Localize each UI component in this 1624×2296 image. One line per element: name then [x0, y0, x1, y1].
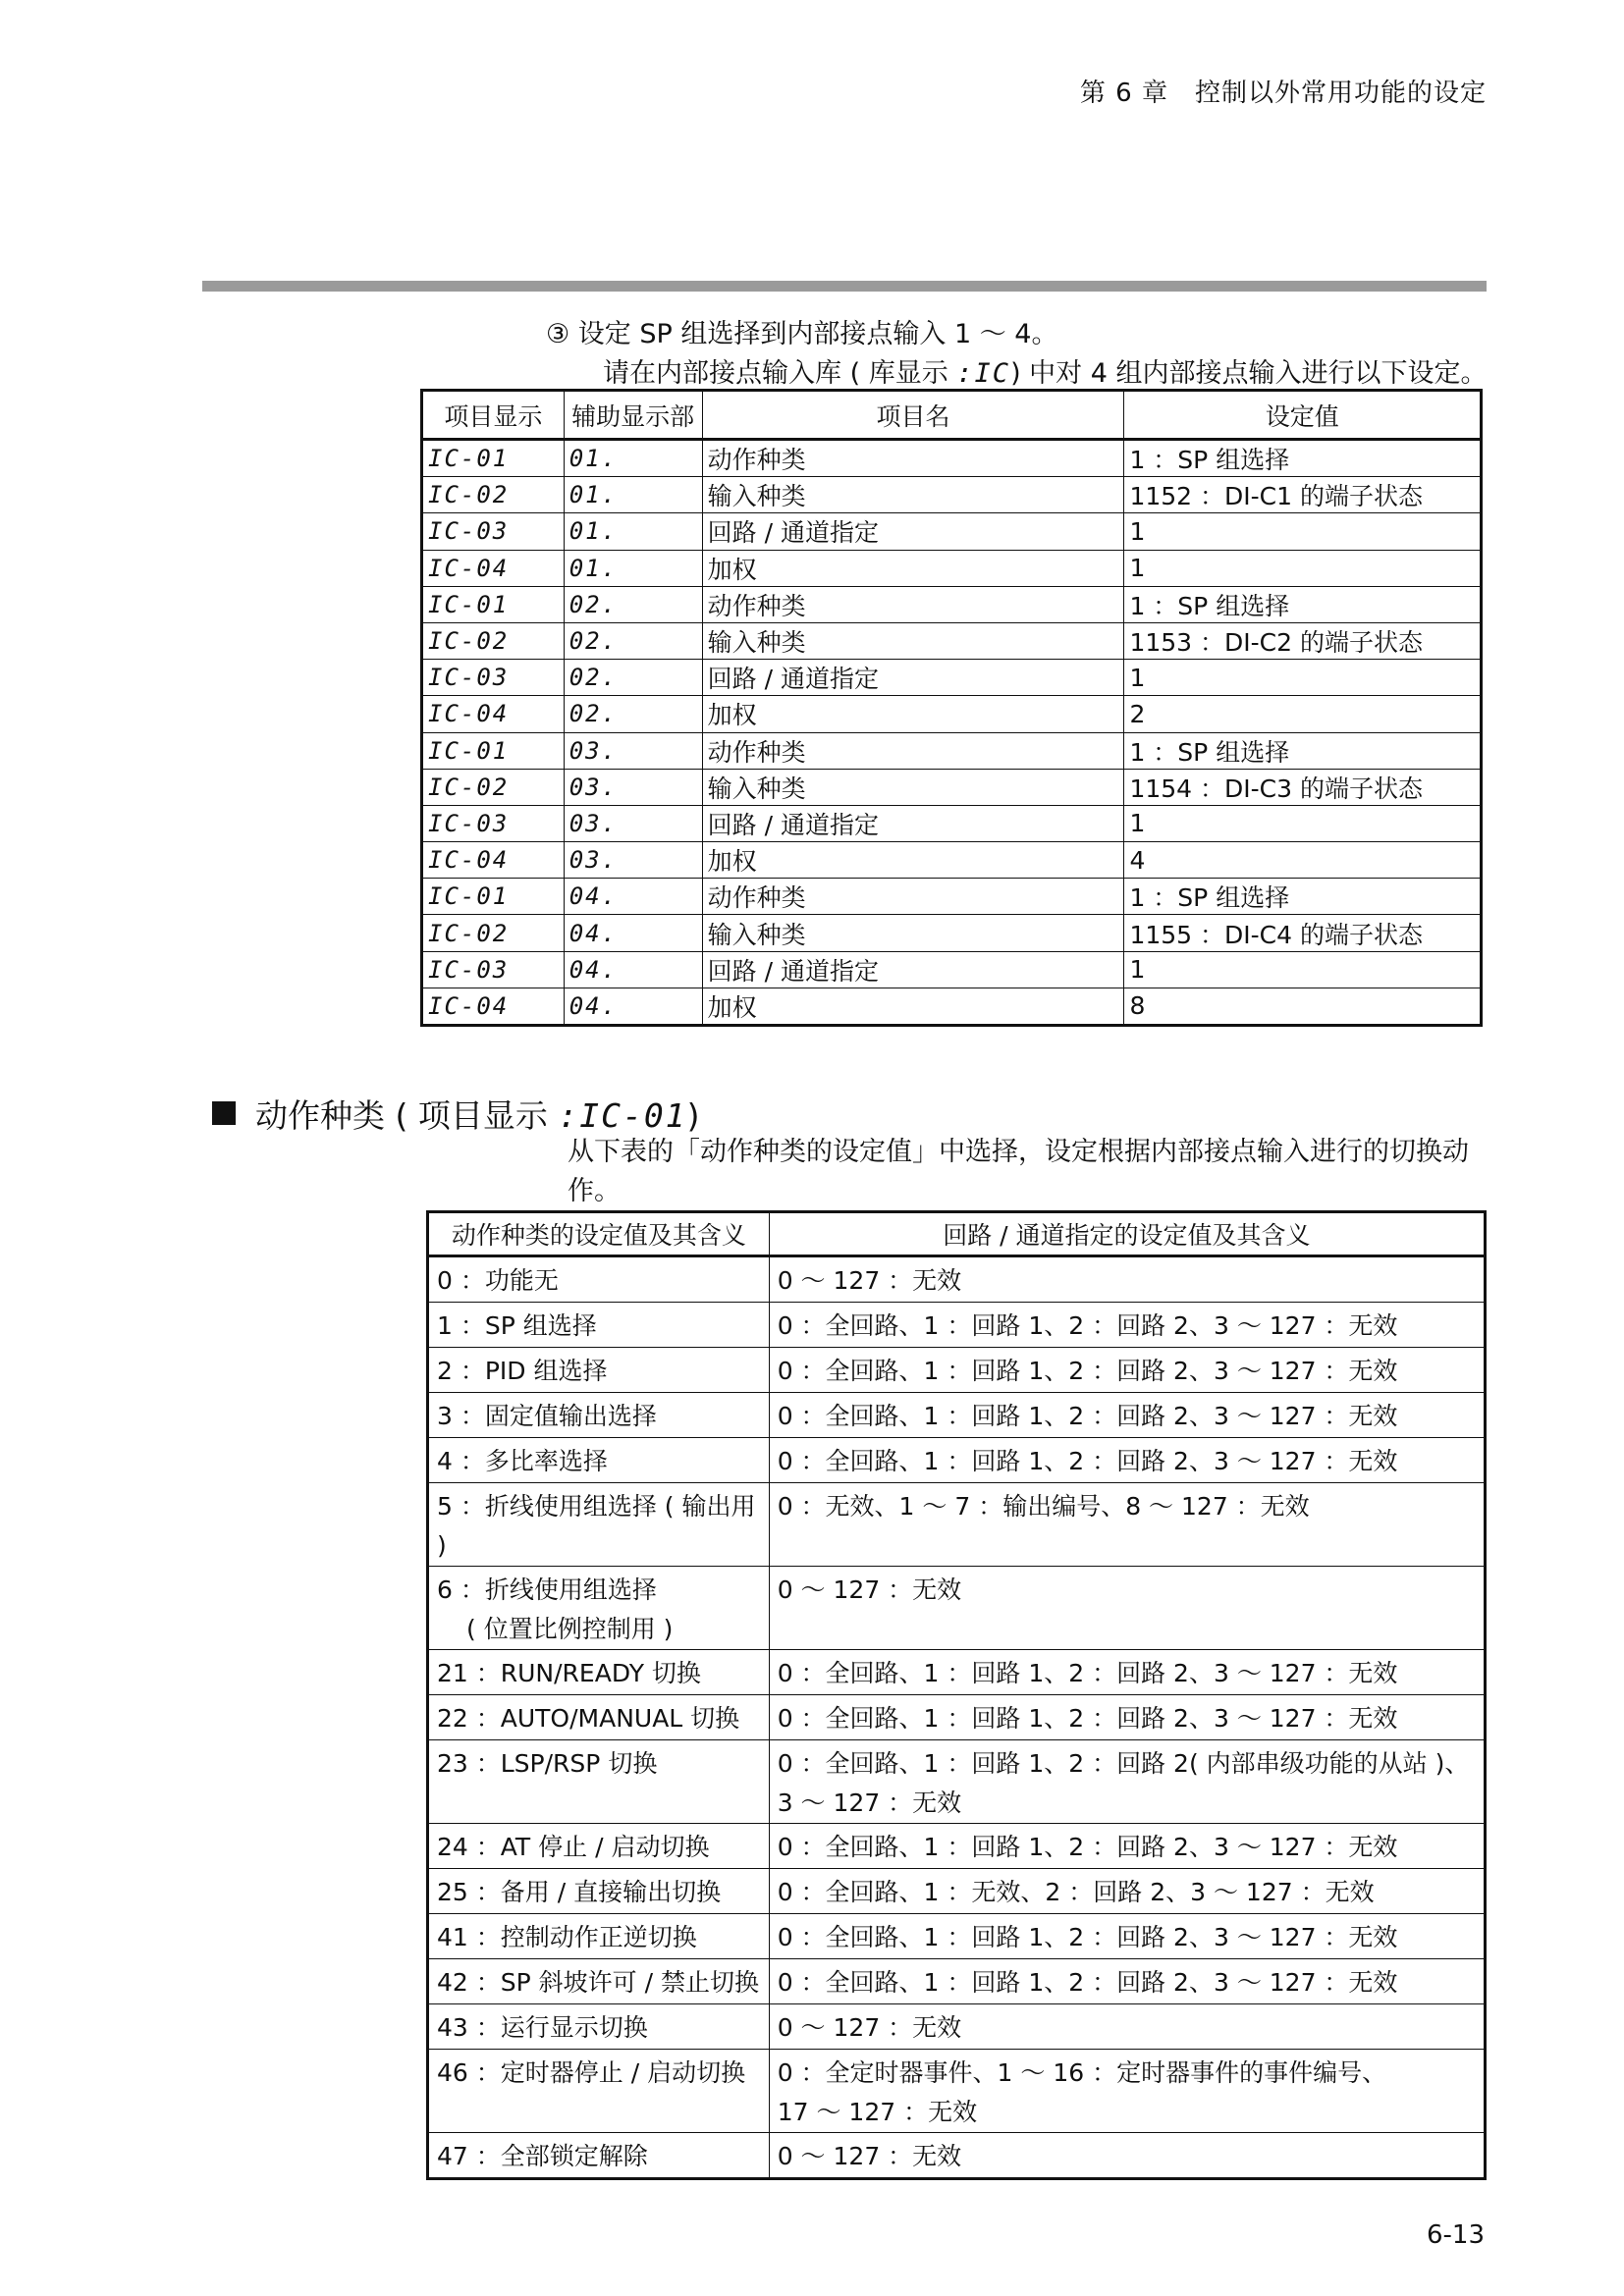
setting-value: 1: [1124, 660, 1482, 696]
item-display-code: IC-04: [422, 842, 565, 879]
instruction-after: ) 中对 4 组内部接点输入进行以下设定。: [1010, 358, 1488, 389]
action-type-line: 5 ：折线使用组选择 ( 输出用 ): [437, 1492, 756, 1560]
action-type-table: [426, 1210, 1487, 2180]
item-name: 加权: [702, 696, 1124, 732]
channel-setting-cell: [769, 1824, 1485, 1869]
setting-value: 1: [1124, 805, 1482, 841]
action-type-cell: [428, 1348, 770, 1393]
setting-value: 1: [1124, 513, 1482, 550]
channel-setting-cell: [769, 2050, 1485, 2133]
channel-setting-cell: [769, 1869, 1485, 1914]
table-row: [422, 879, 1482, 915]
setting-value: 2: [1124, 696, 1482, 732]
item-display-code: IC-04: [422, 696, 565, 732]
channel-setting-line: 0 ：全回路、1 ：回路 1、2 ：回路 2、3 ～ 127 ：无效: [777, 1704, 1398, 1733]
table-row: [428, 1303, 1486, 1348]
item-name: 回路 / 通道指定: [702, 660, 1124, 696]
item-name: 输入种类: [702, 915, 1124, 951]
action-type-cell: [428, 1824, 770, 1869]
table-row: [428, 1695, 1486, 1740]
setting-value: 1 ：SP 组选择: [1124, 586, 1482, 622]
setting-value: 1: [1124, 951, 1482, 988]
table-row: [428, 1256, 1486, 1303]
action-type-cell: [428, 2050, 770, 2133]
channel-setting-line: 0 ：全回路、1 ：回路 1、2 ：回路 2( 内部串级功能的从站 )、: [777, 1749, 1470, 1778]
table-row: [428, 2133, 1486, 2179]
channel-setting-line: 0 ～ 127 ：无效: [777, 2013, 962, 2042]
aux-display-value: 02.: [564, 660, 702, 696]
channel-setting-cell: [769, 1914, 1485, 1959]
table-row: [428, 1348, 1486, 1393]
channel-setting-line: 0 ～ 127 ：无效: [777, 2142, 962, 2170]
channel-setting-line: 0 ：全回路、1 ：回路 1、2 ：回路 2、3 ～ 127 ：无效: [777, 1447, 1398, 1475]
channel-setting-line: 0 ：全回路、1 ：回路 1、2 ：回路 2、3 ～ 127 ：无效: [777, 1311, 1398, 1340]
channel-setting-line: 0 ：全回路、1 ：回路 1、2 ：回路 2、3 ～ 127 ：无效: [777, 1833, 1398, 1861]
table-row: [422, 951, 1482, 988]
bank-display-code: :IC: [956, 358, 1011, 389]
table-row: [428, 1740, 1486, 1824]
channel-setting-line: 0 ～ 127 ：无效: [777, 1266, 962, 1295]
page-number: 6-13: [1426, 2220, 1485, 2250]
aux-display-value: 03.: [564, 842, 702, 879]
instruction-before: 请在内部接点输入库 ( 库显示: [603, 358, 957, 389]
header-divider: [202, 281, 1487, 292]
item-name: 输入种类: [702, 622, 1124, 659]
action-type-cell: [428, 2133, 770, 2179]
item-display-code: IC-03: [422, 513, 565, 550]
item-name: 加权: [702, 988, 1124, 1025]
item-name: 动作种类: [702, 586, 1124, 622]
action-type-cell: [428, 1959, 770, 2004]
item-display-code: IC-01: [422, 732, 565, 769]
item-display-code: IC-02: [422, 622, 565, 659]
action-type-line: 25 ：备用 / 直接输出切换: [437, 1878, 722, 1906]
action-type-cell: [428, 1695, 770, 1740]
aux-display-value: 02.: [564, 696, 702, 732]
table-row: [422, 586, 1482, 622]
aux-display-value: 02.: [564, 586, 702, 622]
table-header-cell: 设定值: [1124, 391, 1482, 440]
channel-setting-cell: [769, 1483, 1485, 1567]
channel-setting-line: 0 ：全回路、1 ：无效、2 ：回路 2、3 ～ 127 ：无效: [777, 1878, 1375, 1906]
channel-setting-line: 0 ：全回路、1 ：回路 1、2 ：回路 2、3 ～ 127 ：无效: [777, 1923, 1398, 1951]
table-header-cell: 回路 / 通道指定的设定值及其含义: [769, 1212, 1485, 1256]
action-type-cell: [428, 1740, 770, 1824]
table-row: [422, 842, 1482, 879]
item-display-code: IC-02: [422, 477, 565, 513]
action-type-line: 46 ：定时器停止 / 启动切换: [437, 2058, 746, 2087]
action-type-line: 24 ：AT 停止 / 启动切换: [437, 1833, 710, 1861]
channel-setting-line: 0 ：全回路、1 ：回路 1、2 ：回路 2、3 ～ 127 ：无效: [777, 1402, 1398, 1430]
channel-setting-line: 0 ：全回路、1 ：回路 1、2 ：回路 2、3 ～ 127 ：无效: [777, 1357, 1398, 1385]
table-row: [428, 1959, 1486, 2004]
table-row: [428, 1393, 1486, 1438]
item-display-code: IC-01: [422, 440, 565, 477]
item-display-code: IC-04: [422, 988, 565, 1025]
table-header-cell: 项目名: [702, 391, 1124, 440]
item-name: 回路 / 通道指定: [702, 513, 1124, 550]
table-row: [428, 1483, 1486, 1567]
table-row: [422, 769, 1482, 805]
setting-value: 8: [1124, 988, 1482, 1025]
aux-display-value: 01.: [564, 550, 702, 586]
section-title-after: ): [686, 1096, 700, 1135]
action-type-line: 21 ：RUN/READY 切换: [437, 1659, 701, 1687]
aux-display-value: 03.: [564, 732, 702, 769]
table-header-cell: 项目显示: [422, 391, 565, 440]
table-row: [428, 1869, 1486, 1914]
action-type-cell: [428, 1438, 770, 1483]
channel-setting-cell: [769, 1438, 1485, 1483]
channel-setting-line: 0 ：全定时器事件、1 ～ 16 ：定时器事件的事件编号、: [777, 2058, 1387, 2087]
action-type-line: 41 ：控制动作正逆切换: [437, 1923, 697, 1951]
action-type-cell: [428, 1393, 770, 1438]
item-display-code: IC-02: [422, 915, 565, 951]
action-type-cell: [428, 1650, 770, 1695]
action-type-cell: [428, 1914, 770, 1959]
table-row: [422, 622, 1482, 659]
channel-setting-cell: [769, 1959, 1485, 2004]
table-row: [422, 732, 1482, 769]
step-heading: ③ 设定 SP 组选择到内部接点输入 1 ～ 4。: [546, 319, 1058, 349]
action-type-line: 6 ：折线使用组选择: [437, 1575, 657, 1604]
table-row: [428, 1567, 1486, 1650]
setting-value: 1 ：SP 组选择: [1124, 879, 1482, 915]
item-name: 加权: [702, 550, 1124, 586]
instruction-text: [603, 351, 1488, 390]
aux-display-value: 03.: [564, 769, 702, 805]
section-title-code: :IC-01: [558, 1096, 687, 1135]
table-row: [422, 550, 1482, 586]
action-type-line: 0 ：功能无: [437, 1266, 559, 1295]
table-row: [428, 1438, 1486, 1483]
table-row: [428, 2050, 1486, 2133]
channel-setting-line: 0 ：全回路、1 ：回路 1、2 ：回路 2、3 ～ 127 ：无效: [777, 1968, 1398, 1997]
table-row: [422, 440, 1482, 477]
item-name: 输入种类: [702, 769, 1124, 805]
action-type-cell: [428, 1567, 770, 1650]
table-row: [428, 1650, 1486, 1695]
item-display-code: IC-01: [422, 879, 565, 915]
table-row: [422, 988, 1482, 1025]
channel-setting-cell: [769, 1650, 1485, 1695]
action-type-line: 47 ：全部锁定解除: [437, 2142, 648, 2170]
setting-value: 1 ：SP 组选择: [1124, 732, 1482, 769]
square-bullet-icon: [212, 1101, 236, 1125]
section-description: 从下表的「动作种类的设定值」中选择，设定根据内部接点输入进行的切换动作。: [568, 1137, 1469, 1206]
aux-display-value: 01.: [564, 440, 702, 477]
table-row: [428, 1914, 1486, 1959]
item-display-code: IC-03: [422, 805, 565, 841]
table-header-cell: 动作种类的设定值及其含义: [428, 1212, 770, 1256]
aux-display-value: 04.: [564, 879, 702, 915]
item-name: 动作种类: [702, 879, 1124, 915]
setting-value: 1154 ：DI-C3 的端子状态: [1124, 769, 1482, 805]
channel-setting-cell: [769, 1740, 1485, 1824]
table-row: [422, 513, 1482, 550]
action-type-line: 42 ：SP 斜坡许可 / 禁止切换: [437, 1968, 759, 1997]
item-name: 动作种类: [702, 440, 1124, 477]
aux-display-value: 01.: [564, 477, 702, 513]
action-type-line: 4 ：多比率选择: [437, 1447, 608, 1475]
action-type-line: 3 ：固定值输出选择: [437, 1402, 657, 1430]
section-title-before: 动作种类 ( 项目显示: [255, 1096, 559, 1135]
setting-value: 4: [1124, 842, 1482, 879]
action-type-line: ( 位置比例控制用 ): [466, 1615, 674, 1643]
channel-setting-cell: [769, 1256, 1485, 1303]
channel-setting-line: 0 ：无效、1 ～ 7 ：输出编号、8 ～ 127 ：无效: [777, 1492, 1310, 1521]
table-row: [422, 660, 1482, 696]
item-name: 回路 / 通道指定: [702, 951, 1124, 988]
aux-display-value: 03.: [564, 805, 702, 841]
channel-setting-cell: [769, 1695, 1485, 1740]
action-type-cell: [428, 1256, 770, 1303]
action-type-line: 43 ：运行显示切换: [437, 2013, 648, 2042]
action-type-line: 2 ：PID 组选择: [437, 1357, 608, 1385]
channel-setting-cell: [769, 1567, 1485, 1650]
action-type-line: 1 ：SP 组选择: [437, 1311, 597, 1340]
table-row: [428, 2004, 1486, 2050]
item-display-code: IC-02: [422, 769, 565, 805]
channel-setting-cell: [769, 2133, 1485, 2179]
table-row: [422, 477, 1482, 513]
settings-table: [420, 389, 1483, 1027]
table-row: [422, 805, 1482, 841]
setting-value: 1153 ：DI-C2 的端子状态: [1124, 622, 1482, 659]
item-name: 动作种类: [702, 732, 1124, 769]
aux-display-value: 04.: [564, 951, 702, 988]
table-row: [422, 696, 1482, 732]
item-display-code: IC-01: [422, 586, 565, 622]
aux-display-value: 04.: [564, 988, 702, 1025]
setting-value: 1: [1124, 550, 1482, 586]
table-header-cell: 辅助显示部: [564, 391, 702, 440]
action-type-line: 23 ：LSP/RSP 切换: [437, 1749, 658, 1778]
action-type-cell: [428, 1483, 770, 1567]
setting-value: 1155 ：DI-C4 的端子状态: [1124, 915, 1482, 951]
section-heading: [212, 1091, 699, 1137]
chapter-header: 第 6 章 控制以外常用功能的设定: [1079, 79, 1487, 108]
channel-setting-line: 0 ：全回路、1 ：回路 1、2 ：回路 2、3 ～ 127 ：无效: [777, 1659, 1398, 1687]
aux-display-value: 02.: [564, 622, 702, 659]
channel-setting-cell: [769, 1303, 1485, 1348]
aux-display-value: 01.: [564, 513, 702, 550]
channel-setting-cell: [769, 1393, 1485, 1438]
table-row: [422, 915, 1482, 951]
channel-setting-cell: [769, 2004, 1485, 2050]
table-row: [428, 1824, 1486, 1869]
action-type-cell: [428, 1869, 770, 1914]
channel-setting-line: 3 ～ 127 ：无效: [777, 1789, 962, 1817]
channel-setting-cell: [769, 1348, 1485, 1393]
item-display-code: IC-03: [422, 660, 565, 696]
item-name: 回路 / 通道指定: [702, 805, 1124, 841]
action-type-cell: [428, 1303, 770, 1348]
action-type-line: 22 ：AUTO/MANUAL 切换: [437, 1704, 740, 1733]
action-type-cell: [428, 2004, 770, 2050]
setting-value: 1152 ：DI-C1 的端子状态: [1124, 477, 1482, 513]
setting-value: 1 ：SP 组选择: [1124, 440, 1482, 477]
item-name: 输入种类: [702, 477, 1124, 513]
item-display-code: IC-03: [422, 951, 565, 988]
item-display-code: IC-04: [422, 550, 565, 586]
channel-setting-line: 17 ～ 127 ：无效: [777, 2098, 978, 2126]
channel-setting-line: 0 ～ 127 ：无效: [777, 1575, 962, 1604]
aux-display-value: 04.: [564, 915, 702, 951]
item-name: 加权: [702, 842, 1124, 879]
